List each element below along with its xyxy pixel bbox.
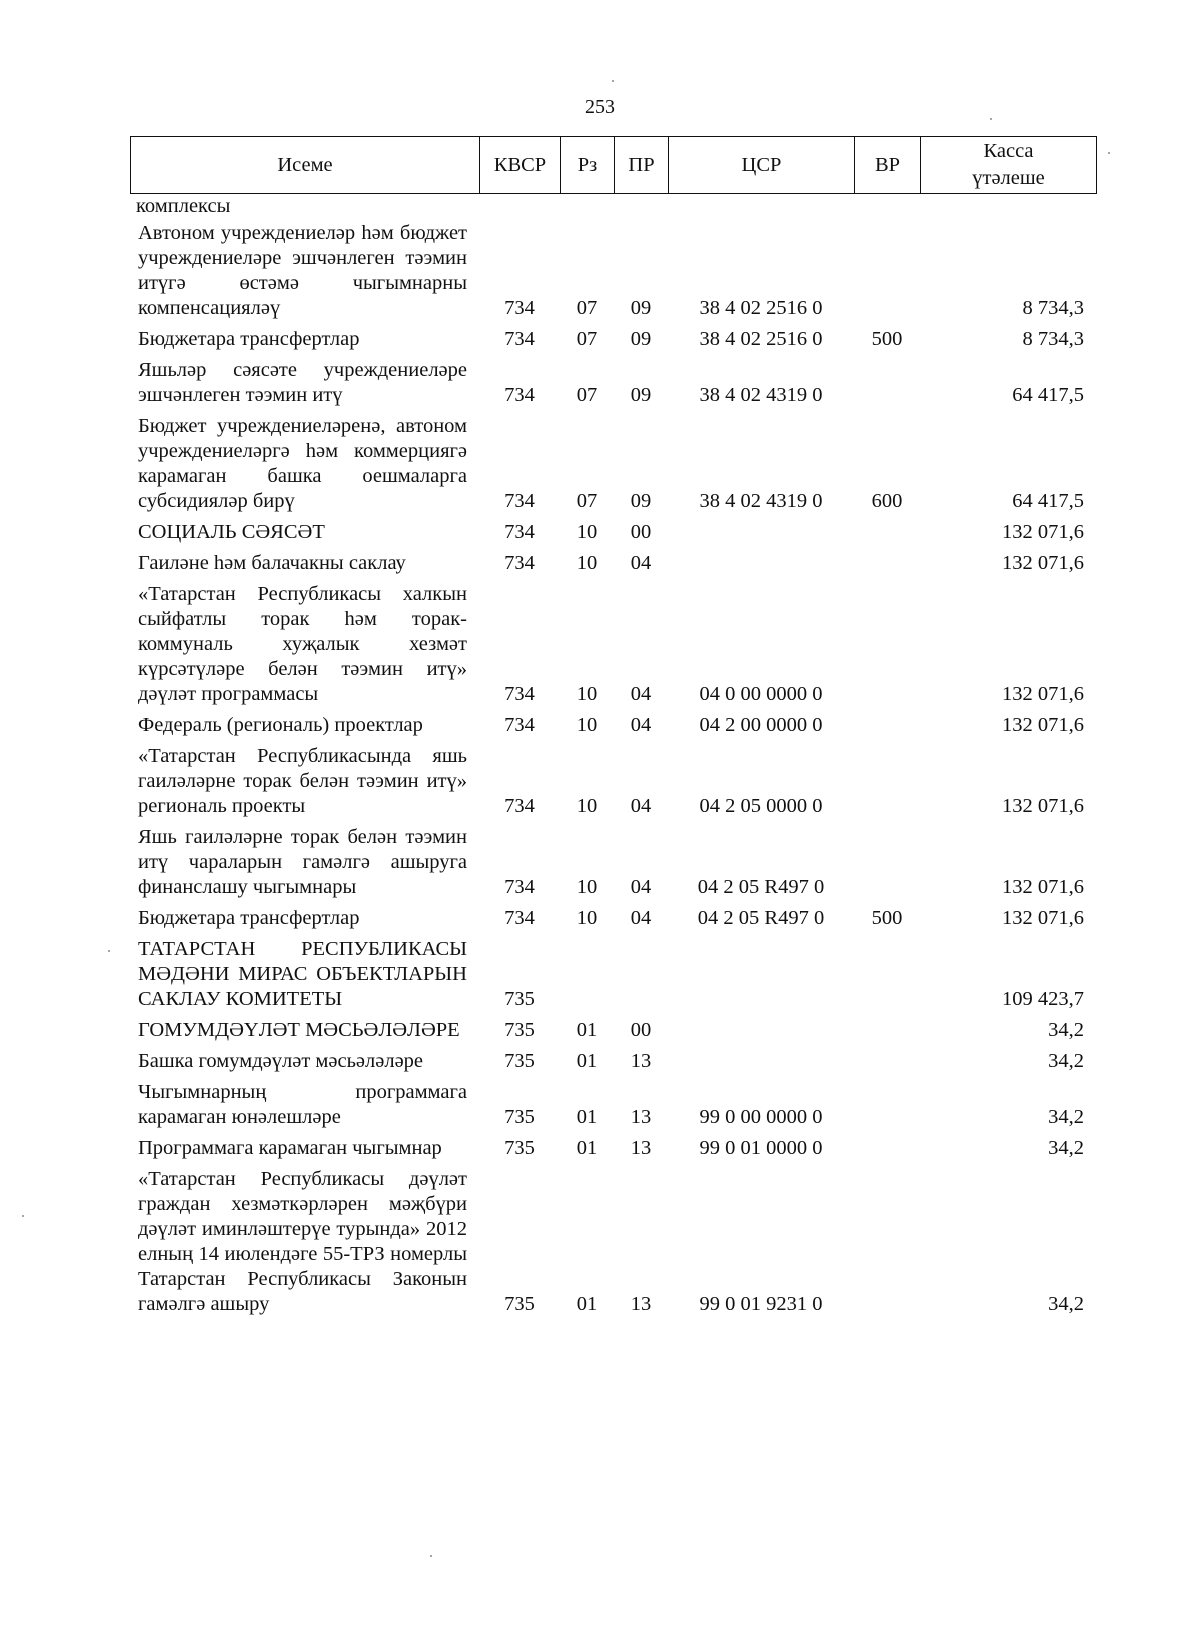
- cell-csr: 38 4 02 4319 0: [699, 490, 823, 512]
- header-row: [131, 137, 1097, 194]
- cell-amount: 64 417,5: [1012, 490, 1084, 512]
- cell-amount: 132 071,6: [1002, 907, 1084, 929]
- cell-rz: 10: [576, 907, 598, 929]
- cell-vr: [854, 1049, 920, 1080]
- cell-amount: 34,2: [1048, 1106, 1084, 1128]
- cell-amount: 132 071,6: [1002, 552, 1084, 574]
- cell-vr: [854, 825, 920, 906]
- cell-name: СОЦИАЛЬ СӘЯСӘТ: [138, 521, 325, 543]
- page-number: 253: [585, 96, 615, 118]
- cell-name: Автоном учреждениеләр һәм бюджет учреждениеләре эшчәнлеген тәэмин итүгә өстәмә чыгымнарны компенсацияләү: [138, 222, 467, 319]
- cell-amount: [920, 194, 1096, 221]
- cell-amount: 132 071,6: [1002, 714, 1084, 736]
- cell-pr: 09: [630, 384, 652, 406]
- cell-kvsr: 735: [504, 988, 535, 1010]
- cell-rz: 10: [576, 876, 598, 898]
- cell-vr: [854, 520, 920, 551]
- cell-pr: 04: [630, 683, 652, 705]
- cell-pr: [614, 937, 668, 1018]
- cell-rz: 01: [576, 1293, 598, 1315]
- cell-kvsr: 734: [504, 876, 535, 898]
- table-row: [130, 582, 1096, 713]
- cell-csr: 38 4 02 2516 0: [699, 297, 823, 319]
- table-row: [130, 713, 1096, 744]
- cell-kvsr: 734: [504, 552, 535, 574]
- table-row: [130, 327, 1096, 358]
- cell-name: Яшьләр сәясәте учреждениеләре эшчәнлеген тәэмин итү: [138, 359, 467, 406]
- cell-vr: 600: [871, 490, 903, 512]
- col-header-vr: ВР: [855, 137, 921, 194]
- cell-name: Федераль (региональ) проектлар: [138, 714, 423, 736]
- cell-name: Чыгымнарның программага карамаган юнәлешләре: [138, 1081, 467, 1128]
- cell-kvsr: 735: [504, 1106, 535, 1128]
- cell-vr: [854, 221, 920, 327]
- cell-csr: 04 2 05 0000 0: [699, 795, 823, 817]
- cell-kvsr: 734: [504, 795, 535, 817]
- scan-speck: [108, 950, 110, 952]
- cell-amount: 64 417,5: [1012, 384, 1084, 406]
- cell-name: Бюджетара трансфертлар: [138, 328, 360, 350]
- cell-csr: [668, 1018, 854, 1049]
- scan-speck: [612, 80, 614, 82]
- scan-speck: [990, 118, 992, 120]
- cell-vr: [854, 713, 920, 744]
- col-header-name: Исеме: [131, 137, 480, 194]
- cell-pr: 09: [630, 328, 652, 350]
- cell-vr: [854, 194, 920, 221]
- cell-rz: 10: [576, 552, 598, 574]
- cell-csr: 38 4 02 2516 0: [699, 328, 823, 350]
- cell-vr: [854, 1136, 920, 1167]
- cell-csr: 99 0 00 0000 0: [699, 1106, 823, 1128]
- cell-kvsr: 735: [504, 1050, 535, 1072]
- cell-kvsr: 735: [504, 1019, 535, 1041]
- col-header-rz: Рз: [561, 137, 615, 194]
- cell-vr: 500: [871, 907, 903, 929]
- cell-rz: 01: [576, 1137, 598, 1159]
- cell-kvsr: [479, 194, 560, 221]
- cell-rz: 01: [576, 1106, 598, 1128]
- cell-name: Гаиләне һәм балачакны саклау: [138, 552, 406, 574]
- scan-speck: [22, 1215, 24, 1217]
- cell-name: комплексы: [136, 195, 231, 217]
- cell-csr: [668, 1049, 854, 1080]
- table-row: [130, 194, 1096, 221]
- cell-csr: 04 0 00 0000 0: [699, 683, 823, 705]
- cell-csr: [668, 520, 854, 551]
- table-row: [130, 937, 1096, 1018]
- cell-csr: 04 2 05 R497 0: [697, 876, 825, 898]
- cell-rz: [560, 937, 614, 1018]
- cell-kvsr: 734: [504, 490, 535, 512]
- cell-kvsr: 734: [504, 328, 535, 350]
- cell-rz: 10: [576, 683, 598, 705]
- cell-rz: 07: [576, 328, 598, 350]
- cell-vr: [854, 582, 920, 713]
- table-body: [130, 194, 1096, 1323]
- cell-csr: [668, 937, 854, 1018]
- table-row: [130, 1167, 1096, 1323]
- cell-vr: [854, 358, 920, 414]
- cell-amount: 132 071,6: [1002, 683, 1084, 705]
- cell-name: ГОМУМДӘҮЛӘТ МӘСЬӘЛӘЛӘРЕ: [138, 1019, 460, 1041]
- table-row: [130, 221, 1096, 327]
- cell-name: «Татарстан Республикасы дәүләт граждан хезмәткәрләрен мәҗбүри дәүләт иминләштерүе турында» 2012 елның 14 июлендәге 55-ТРЗ номерлы Татарстан Республикасы Законын гамәлгә ашыру: [138, 1168, 467, 1315]
- col-header-kassa: Касса үтәлеше: [921, 137, 1097, 194]
- cell-csr: [668, 551, 854, 582]
- cell-vr: [854, 1167, 920, 1323]
- cell-csr: [668, 194, 854, 221]
- cell-pr: 13: [630, 1293, 652, 1315]
- cell-amount: 109 423,7: [1002, 988, 1084, 1010]
- cell-vr: [854, 744, 920, 825]
- table-header: [130, 136, 1097, 194]
- cell-kvsr: 734: [504, 683, 535, 705]
- cell-kvsr: 734: [504, 384, 535, 406]
- cell-kvsr: 735: [504, 1293, 535, 1315]
- cell-rz: 07: [576, 297, 598, 319]
- cell-rz: 10: [576, 714, 598, 736]
- cell-rz: 07: [576, 490, 598, 512]
- cell-amount: 8 734,3: [1022, 297, 1084, 319]
- cell-rz: 10: [576, 521, 598, 543]
- cell-pr: 04: [630, 552, 652, 574]
- cell-vr: [854, 937, 920, 1018]
- cell-csr: 99 0 01 9231 0: [699, 1293, 823, 1315]
- cell-rz: [560, 194, 614, 221]
- cell-amount: 34,2: [1048, 1019, 1084, 1041]
- cell-pr: [614, 194, 668, 221]
- cell-pr: 04: [630, 876, 652, 898]
- cell-amount: 8 734,3: [1022, 328, 1084, 350]
- table-row: [130, 1136, 1096, 1167]
- table-row: [130, 1049, 1096, 1080]
- cell-csr: 04 2 05 R497 0: [697, 907, 825, 929]
- table-row: [130, 1018, 1096, 1049]
- cell-amount: 34,2: [1048, 1137, 1084, 1159]
- table-row: [130, 520, 1096, 551]
- cell-rz: 01: [576, 1019, 598, 1041]
- table-row: [130, 744, 1096, 825]
- budget-table: [130, 194, 1096, 1323]
- cell-vr: [854, 1018, 920, 1049]
- cell-rz: 10: [576, 795, 598, 817]
- col-header-pr: ПР: [615, 137, 669, 194]
- cell-name: «Татарстан Республикасында яшь гаиләләрне торак белән тәэмин итү» региональ проекты: [138, 745, 467, 817]
- cell-vr: [854, 1080, 920, 1136]
- cell-pr: 09: [630, 490, 652, 512]
- table-row: [130, 551, 1096, 582]
- cell-amount: 34,2: [1048, 1050, 1084, 1072]
- cell-rz: 07: [576, 384, 598, 406]
- cell-pr: 13: [630, 1106, 652, 1128]
- cell-kvsr: 734: [504, 521, 535, 543]
- scan-speck: [1108, 152, 1110, 154]
- cell-name: Программага карамаган чыгымнар: [138, 1137, 442, 1159]
- cell-amount: 132 071,6: [1002, 795, 1084, 817]
- cell-kvsr: 734: [504, 907, 535, 929]
- table-row: [130, 825, 1096, 906]
- table-row: [130, 414, 1096, 520]
- scan-speck: [430, 1555, 432, 1557]
- cell-pr: 13: [630, 1050, 652, 1072]
- cell-name: Бюджет учреждениеләренә, автоном учреждениеләргә һәм коммерциягә карамаган башка оешмаларга субсидияләр бирү: [138, 415, 467, 512]
- cell-pr: 04: [630, 795, 652, 817]
- cell-kvsr: 734: [504, 297, 535, 319]
- cell-amount: 34,2: [1048, 1293, 1084, 1315]
- table-row: [130, 906, 1096, 937]
- col-header-kvsr: КВСР: [480, 137, 561, 194]
- cell-amount: 132 071,6: [1002, 876, 1084, 898]
- cell-pr: 00: [630, 521, 652, 543]
- cell-amount: 132 071,6: [1002, 521, 1084, 543]
- cell-csr: 38 4 02 4319 0: [699, 384, 823, 406]
- cell-name: ТАТАРСТАН РЕСПУБЛИКАСЫ МӘДӘНИ МИРАС ОБЪЕКТЛАРЫН САКЛАУ КОМИТЕТЫ: [138, 938, 467, 1010]
- cell-pr: 04: [630, 714, 652, 736]
- cell-pr: 00: [630, 1019, 652, 1041]
- cell-vr: 500: [871, 328, 903, 350]
- cell-name: Бюджетара трансфертлар: [138, 907, 360, 929]
- table-row: [130, 1080, 1096, 1136]
- cell-name: Башка гомумдәүләт мәсьәләләре: [138, 1050, 424, 1072]
- cell-csr: 99 0 01 0000 0: [699, 1137, 823, 1159]
- cell-pr: 09: [630, 297, 652, 319]
- cell-kvsr: 734: [504, 714, 535, 736]
- cell-csr: 04 2 00 0000 0: [699, 714, 823, 736]
- table-row: [130, 358, 1096, 414]
- cell-vr: [854, 551, 920, 582]
- cell-kvsr: 735: [504, 1137, 535, 1159]
- cell-rz: 01: [576, 1050, 598, 1072]
- cell-name: Яшь гаиләләрне торак белән тәэмин итү чараларын гамәлгә ашыруга финанслашу чыгымнары: [138, 826, 467, 898]
- cell-pr: 04: [630, 907, 652, 929]
- col-header-csr: ЦСР: [669, 137, 855, 194]
- cell-pr: 13: [630, 1137, 652, 1159]
- cell-name: «Татарстан Республикасы халкын сыйфатлы торак һәм торак-коммуналь хуҗалык хезмәт күрсәтүләре белән тәэмин итү» дәүләт программасы: [138, 583, 467, 705]
